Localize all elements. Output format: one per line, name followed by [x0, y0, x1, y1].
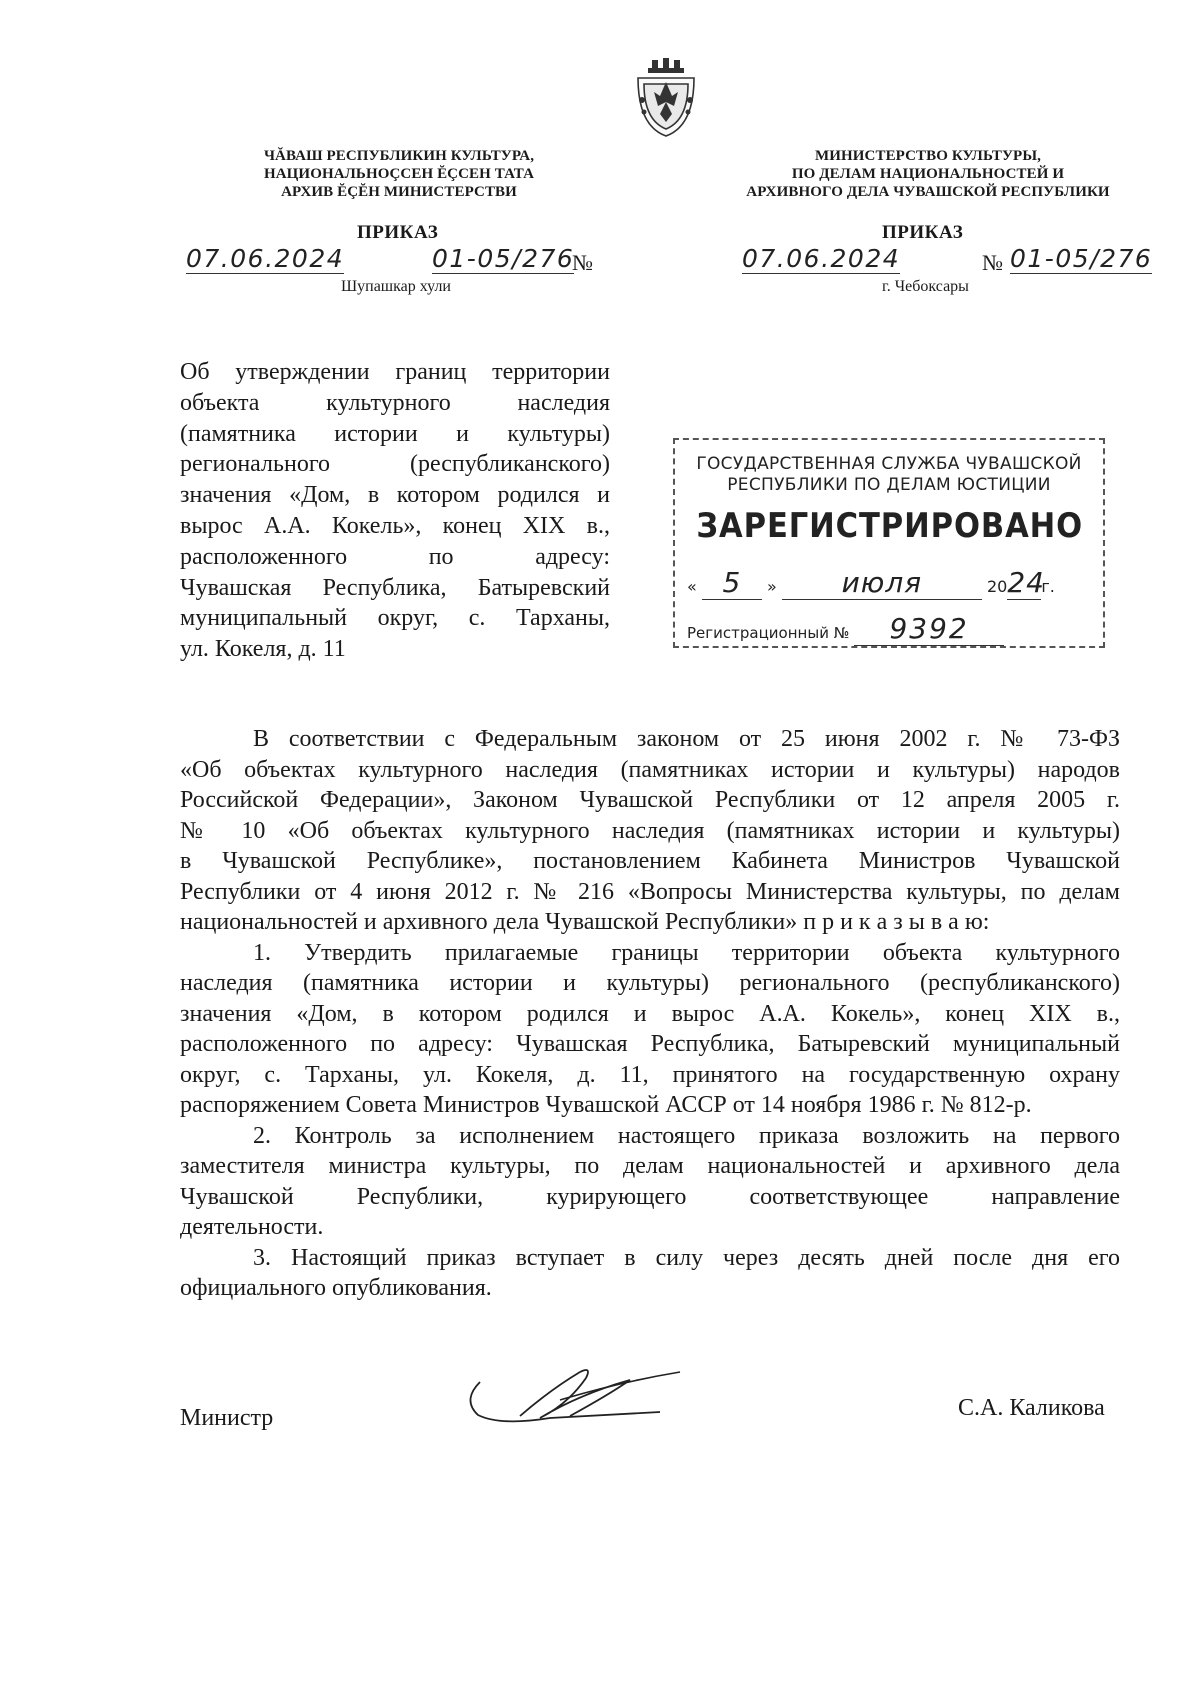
title-line: ул. Кокеля, д. 11 [180, 636, 346, 663]
handwritten-date-right: 07.06.2024 [742, 244, 901, 273]
title-line: муниципальный округ, с. Тарханы, [180, 605, 610, 632]
body-line: 1. Утвердить прилагаемые границы территории объекта культурного [253, 939, 1120, 966]
body-line: официального опубликования. [180, 1275, 492, 1301]
title-line: вырос А.А. Кокель», конец XIX в., [180, 512, 610, 539]
title-line: расположенного по адресу: [180, 543, 610, 570]
handwritten-number-right: 01-05/276 [1010, 244, 1153, 273]
stamp-authority [675, 454, 1103, 496]
body-line: наследия (памятника истории и культуры) регионального (республиканского) [180, 970, 1120, 996]
stamp-month-handwritten: июля [782, 566, 982, 600]
title-line: регионального (республиканского) [180, 451, 610, 478]
body-line: значения «Дом, в котором родился и вырос А.А. Кокель», конец XIX в., [180, 1000, 1120, 1027]
city-right: г. Чебоксары [882, 278, 969, 295]
title-line: (памятника истории и культуры) [180, 420, 610, 447]
title-line: объекта культурного наследия [180, 389, 610, 416]
document-body [180, 724, 1120, 1304]
stamp-registration [687, 612, 1004, 646]
body-line: Российской Федерации», Законом Чувашской Республики от 12 апреля 2005 г. [180, 787, 1120, 813]
header-left-organization [222, 147, 576, 201]
header-right-organization [718, 147, 1138, 201]
stamp-reg-number-handwritten: 9392 [854, 612, 1004, 646]
body-line: «Об объектах культурного наследия (памятниках истории и культуры) народов [180, 756, 1120, 783]
stamp-date [687, 566, 1055, 600]
body-line: распоряжением Совета Министров Чувашской АССР от 14 ноября 1986 г. № 812-р. [180, 1092, 1032, 1118]
body-line: № 10 «Об объектах культурного наследия (памятниках истории и культуры) [180, 817, 1120, 844]
registration-stamp [673, 438, 1105, 648]
document-title [180, 357, 610, 665]
stamp-year-prefix: 20 [986, 577, 1008, 596]
number-sign-left: № [572, 250, 593, 275]
title-line: Чувашская Республика, Батыревский [180, 574, 610, 601]
handwritten-number-left: 01-05/276 [432, 244, 575, 273]
header-right-line: ПО ДЕЛАМ НАЦИОНАЛЬНОСТЕЙ И [791, 166, 1065, 182]
header-right-line: МИНИСТЕРСТВО КУЛЬТУРЫ, [814, 148, 1042, 164]
body-line: 3. Настоящий приказ вступает в силу через десять дней после дня его [253, 1244, 1120, 1271]
body-line: Чувашской Республики, курирующего соответствующее направление [180, 1183, 1120, 1210]
handwritten-date-left: 07.06.2024 [186, 244, 345, 273]
doc-type-right: ПРИКАЗ [882, 222, 964, 243]
stamp-day-handwritten: 5 [702, 566, 762, 600]
doc-type-left: ПРИКАЗ [357, 222, 439, 243]
body-line: национальностей и архивного дела Чувашской Республики» п р и к а з ы в а ю: [180, 909, 990, 935]
handwritten-signature [460, 1360, 720, 1440]
stamp-authority-line: РЕСПУБЛИКИ ПО ДЕЛАМ ЮСТИЦИИ [727, 475, 1051, 495]
stamp-authority-line: ГОСУДАРСТВЕННАЯ СЛУЖБА ЧУВАШСКОЙ [696, 454, 1082, 474]
body-line: заместителя министра культуры, по делам национальностей и архивного дела [180, 1153, 1120, 1179]
stamp-quote-open: « [687, 577, 697, 596]
title-line: значения «Дом, в котором родился и [180, 482, 610, 509]
stamp-year-suffix: г. [1041, 577, 1055, 596]
body-line: 2. Контроль за исполнением настоящего приказа возложить на первого [253, 1122, 1120, 1149]
body-line: деятельности. [180, 1214, 324, 1240]
title-line: Об утверждении границ территории [180, 359, 610, 385]
signatory-position: Министр [180, 1405, 274, 1431]
number-sign-right: № [982, 250, 1003, 275]
signatory-name: С.А. Каликова [958, 1395, 1105, 1421]
stamp-quote-close: » [766, 577, 777, 596]
body-line: расположенного по адресу: Чувашская Республика, Батыревский муниципальный [180, 1031, 1120, 1057]
stamp-reg-label: Регистрационный № [687, 624, 850, 642]
header-left-line: ЧĂВАШ РЕСПУБЛИКИН КУЛЬТУРА, [263, 148, 535, 164]
body-line: В соответствии с Федеральным законом от 25 июня 2002 г. № 73-ФЗ [253, 726, 1120, 752]
stamp-year-handwritten: 24 [1007, 566, 1045, 599]
stamp-status: ЗАРЕГИСТРИРОВАНО [696, 506, 1084, 546]
header-left-line: АРХИВ ĔÇĔН МИНИСТЕРСТВИ [281, 184, 517, 200]
chuvash-coat-of-arms-icon [630, 56, 702, 140]
body-line: Республики от 4 июня 2012 г. № 216 «Вопросы Министерства культуры, по делам [180, 878, 1120, 905]
header-right-line: АРХИВНОГО ДЕЛА ЧУВАШСКОЙ РЕСПУБЛИКИ [746, 184, 1110, 200]
body-line: в Чувашской Республике», постановлением Кабинета Министров Чувашской [180, 848, 1120, 874]
body-line: округ, с. Тарханы, ул. Кокеля, д. 11, принятого на государственную охрану [180, 1061, 1120, 1088]
city-left: Шупашкар хули [341, 278, 451, 295]
header-left-line: НАЦИОНАЛЬНОÇСЕН ĔÇСЕН ТАТА [263, 166, 535, 182]
